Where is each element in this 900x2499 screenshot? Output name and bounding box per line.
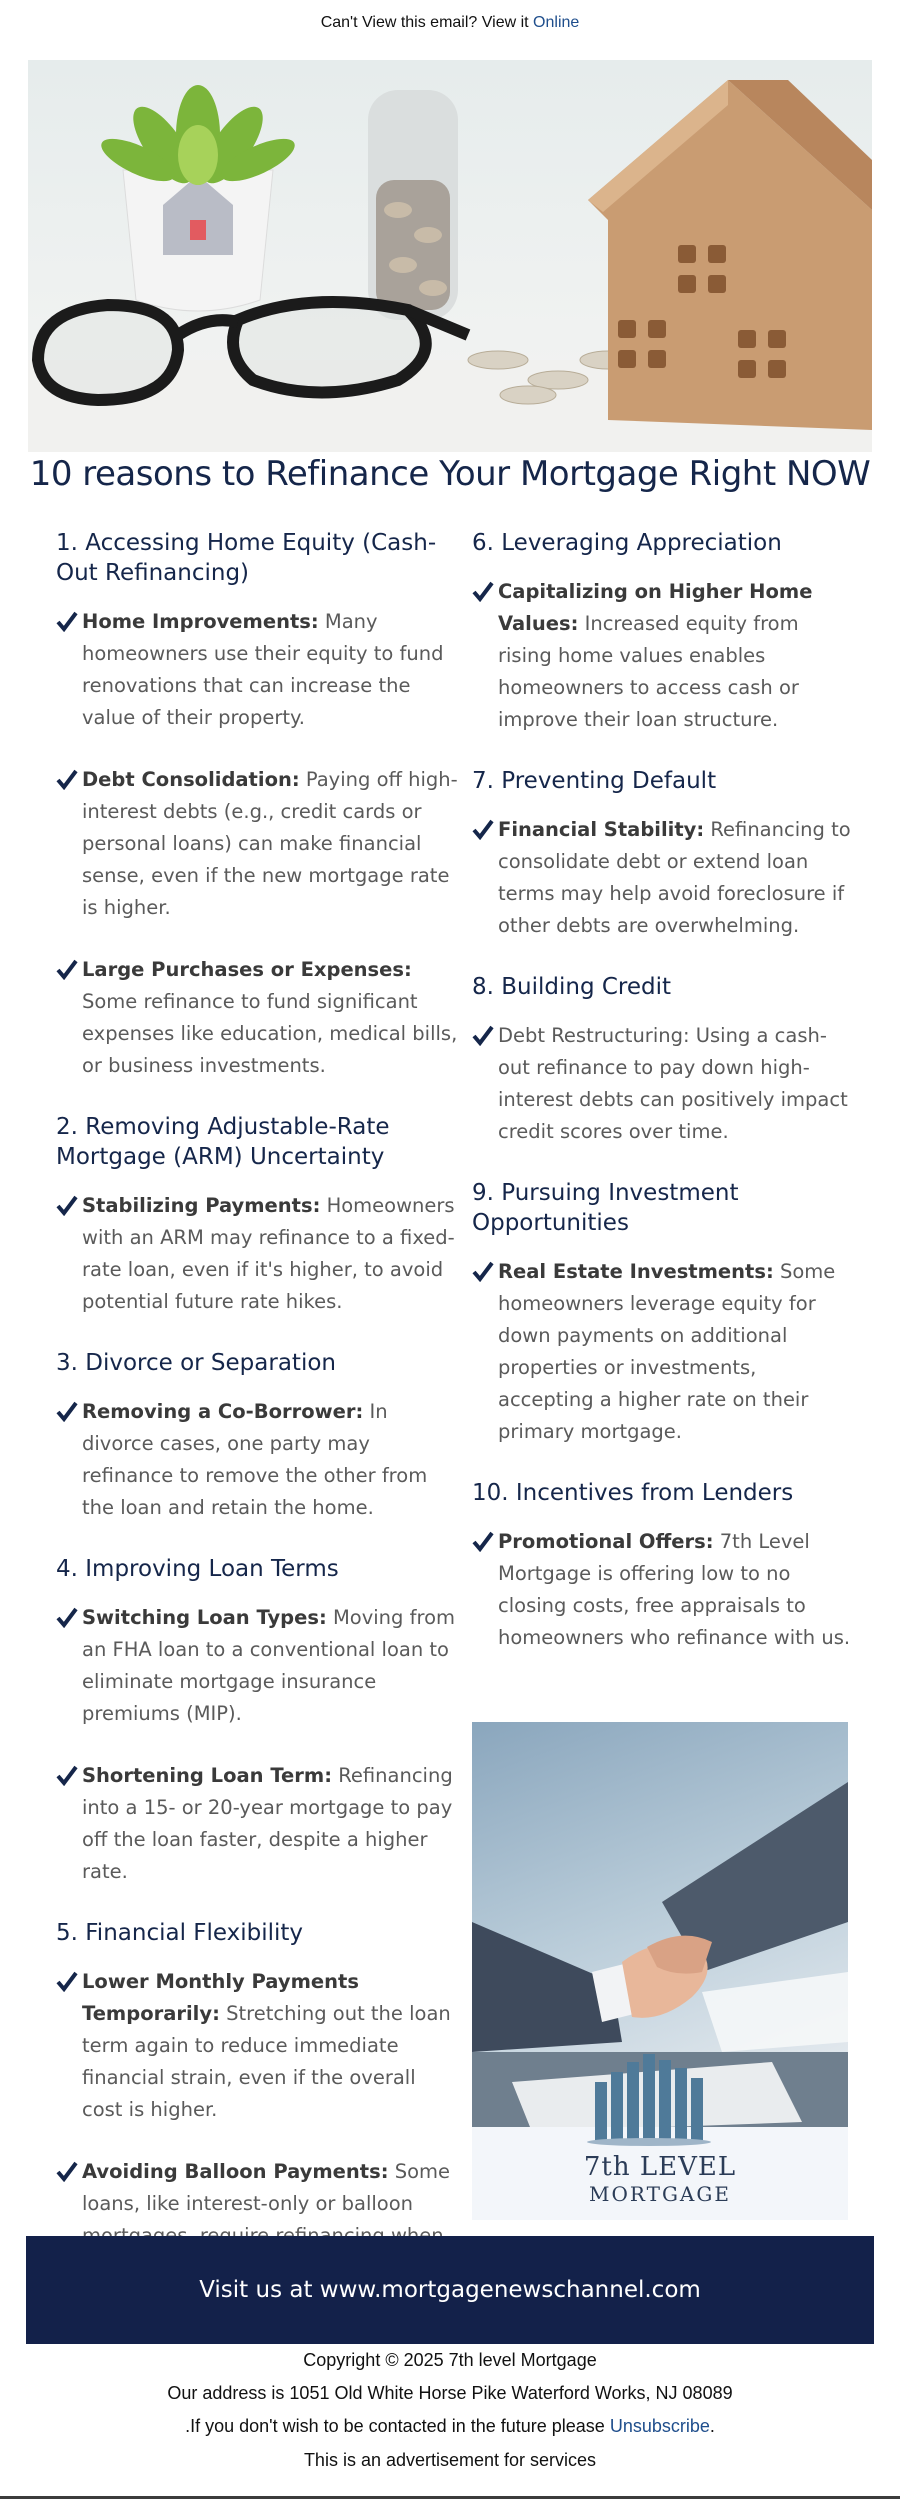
item-bold: Stabilizing Payments: bbox=[82, 1194, 321, 1217]
advertisement-notice: This is an advertisement for services bbox=[303, 2450, 597, 2470]
checkmark-icon bbox=[56, 610, 78, 632]
section-title: 4. Improving Loan Terms bbox=[56, 1556, 339, 1582]
section-title: 7. Preventing Default bbox=[472, 768, 717, 794]
cta-link[interactable]: Visit us at www.mortgagenewschannel.com bbox=[199, 2277, 701, 2303]
item-bold: Avoiding Balloon Payments: bbox=[82, 2160, 389, 2183]
unsubscribe-prefix: .If you don't wish to be contacted in the future please bbox=[185, 2416, 605, 2436]
checkmark-icon bbox=[56, 1764, 78, 1786]
list-item bbox=[56, 1396, 461, 1524]
item-text: Refinancing into a 15- or 20-year mortgage to pay off the loan faster, despite a higher rate. bbox=[82, 1764, 453, 1883]
section-1 bbox=[56, 528, 461, 1082]
item-text: Refinancing to consolidate debt or extend loan terms may help avoid foreclosure if other debts are overwhelming. bbox=[498, 818, 851, 937]
checkmark-icon bbox=[472, 1530, 494, 1552]
list-item bbox=[56, 606, 461, 734]
unsubscribe-line bbox=[0, 2416, 900, 2437]
item-text: Some refinance to fund significant expenses like education, medical bills, or business investments. bbox=[82, 990, 458, 1077]
item-bold: Lower Monthly Payments Temporarily: bbox=[82, 1970, 359, 2025]
section-10 bbox=[472, 1478, 854, 1654]
list-item bbox=[56, 764, 461, 924]
checkmark-icon bbox=[56, 1400, 78, 1422]
handshake-image bbox=[472, 1722, 848, 2220]
item-text: Homeowners with an ARM may refinance to a fixed-rate loan, even if it's higher, to avoid potential future rate hikes. bbox=[82, 1194, 455, 1313]
section-2 bbox=[56, 1112, 461, 1318]
section-title: 6. Leveraging Appreciation bbox=[472, 530, 782, 556]
logo-line1: 7th LEVEL bbox=[583, 2152, 737, 2182]
section-title: 5. Financial Flexibility bbox=[56, 1920, 304, 1946]
section-title: 1. Accessing Home Equity (Cash-Out Refinancing) bbox=[56, 530, 437, 586]
right-column bbox=[472, 528, 854, 1684]
section-title: 8. Building Credit bbox=[472, 974, 672, 1000]
item-text: In divorce cases, one party may refinance to remove the other from the loan and retain the home. bbox=[82, 1400, 428, 1519]
checkmark-icon bbox=[56, 2160, 78, 2182]
item-bold: Large Purchases or Expenses: bbox=[82, 958, 412, 981]
list-item bbox=[472, 1020, 854, 1148]
item-text: 7th Level Mortgage is offering low to no closing costs, free appraisals to homeowners who refinance with us. bbox=[498, 1530, 851, 1649]
period: . bbox=[709, 2416, 715, 2436]
item-text: Stretching out the loan term again to reduce immediate financial strain, even if the overall cost is higher. bbox=[82, 2002, 451, 2121]
checkmark-icon bbox=[472, 1260, 494, 1282]
section-5 bbox=[56, 1918, 461, 2284]
list-item bbox=[56, 1602, 461, 1730]
cta-banner[interactable] bbox=[26, 2236, 874, 2344]
logo-line2: MORTGAGE bbox=[589, 2182, 731, 2206]
list-item bbox=[472, 1256, 854, 1448]
item-text: Many homeowners use their equity to fund renovations that can increase the value of their property. bbox=[82, 610, 444, 729]
address: Our address is 1051 Old White Horse Pike Waterford Works, NJ 08089 bbox=[167, 2383, 733, 2403]
item-text: Increased equity from rising home values enables homeowners to access cash or improve their loan structure. bbox=[498, 612, 799, 731]
item-bold: Switching Loan Types: bbox=[82, 1606, 327, 1629]
list-item bbox=[472, 1526, 854, 1654]
section-title: 2. Removing Adjustable-Rate Mortgage (ARM) Uncertainty bbox=[56, 1114, 390, 1170]
section-6 bbox=[472, 528, 854, 736]
hero-image bbox=[28, 60, 872, 452]
list-item bbox=[472, 576, 854, 736]
checkmark-icon bbox=[56, 1194, 78, 1216]
checkmark-icon bbox=[56, 768, 78, 790]
page-title: 10 reasons to Refinance Your Mortgage Right NOW bbox=[29, 454, 871, 494]
item-bold: Promotional Offers: bbox=[498, 1530, 714, 1553]
item-bold: Debt Consolidation: bbox=[82, 768, 300, 791]
preheader bbox=[0, 14, 900, 32]
item-bold: Capitalizing on Higher Home Values: bbox=[498, 580, 813, 635]
section-3 bbox=[56, 1348, 461, 1524]
section-4 bbox=[56, 1554, 461, 1888]
item-bold: Shortening Loan Term: bbox=[82, 1764, 333, 1787]
section-8 bbox=[472, 972, 854, 1148]
company-logo bbox=[472, 2152, 848, 2206]
copyright: Copyright © 2025 7th level Mortgage bbox=[303, 2350, 597, 2370]
item-bold: Home Improvements: bbox=[82, 610, 319, 633]
view-online-link[interactable]: Online bbox=[533, 14, 580, 31]
unsubscribe-link[interactable]: Unsubscribe bbox=[609, 2416, 710, 2436]
list-item bbox=[56, 954, 461, 1082]
item-text: Paying off high-interest debts (e.g., credit cards or personal loans) can make financial sense, even if the new mortgage rate is higher. bbox=[82, 768, 458, 919]
checkmark-icon bbox=[56, 1970, 78, 1992]
item-text: Some homeowners leverage equity for down payments on additional properties or investments, accepting a higher rate on their primary mortgage. bbox=[498, 1260, 836, 1443]
item-bold: Financial Stability: bbox=[498, 818, 705, 841]
item-bold: Real Estate Investments: bbox=[498, 1260, 774, 1283]
item-text: Some loans, like interest-only or balloon bbox=[82, 2160, 451, 2215]
section-7 bbox=[472, 766, 854, 942]
list-item bbox=[56, 1190, 461, 1318]
section-title: 9. Pursuing Investment Opportunities bbox=[472, 1180, 739, 1236]
handshake-illustration bbox=[472, 1722, 848, 2220]
preheader-text: Can't View this email? View it bbox=[320, 14, 529, 31]
list-item bbox=[56, 1966, 461, 2126]
item-text: Debt Restructuring: Using a cash-out refinance to pay down high-interest debts can positively impact credit scores over time. bbox=[498, 1024, 848, 1143]
left-column bbox=[56, 528, 461, 2314]
checkmark-icon bbox=[56, 1606, 78, 1628]
checkmark-icon bbox=[472, 818, 494, 840]
item-text: Moving from an FHA loan to a conventional loan to eliminate mortgage insurance premiums (MIP). bbox=[82, 1606, 455, 1725]
section-title: 3. Divorce or Separation bbox=[56, 1350, 336, 1376]
list-item bbox=[472, 814, 854, 942]
item-bold: Removing a Co-Borrower: bbox=[82, 1400, 364, 1423]
checkmark-icon bbox=[472, 1024, 494, 1046]
checkmark-icon bbox=[56, 958, 78, 980]
hero-illustration bbox=[28, 60, 872, 452]
section-title: 10. Incentives from Lenders bbox=[472, 1480, 794, 1506]
section-9 bbox=[472, 1178, 854, 1448]
checkmark-icon bbox=[472, 580, 494, 602]
list-item bbox=[56, 1760, 461, 1888]
